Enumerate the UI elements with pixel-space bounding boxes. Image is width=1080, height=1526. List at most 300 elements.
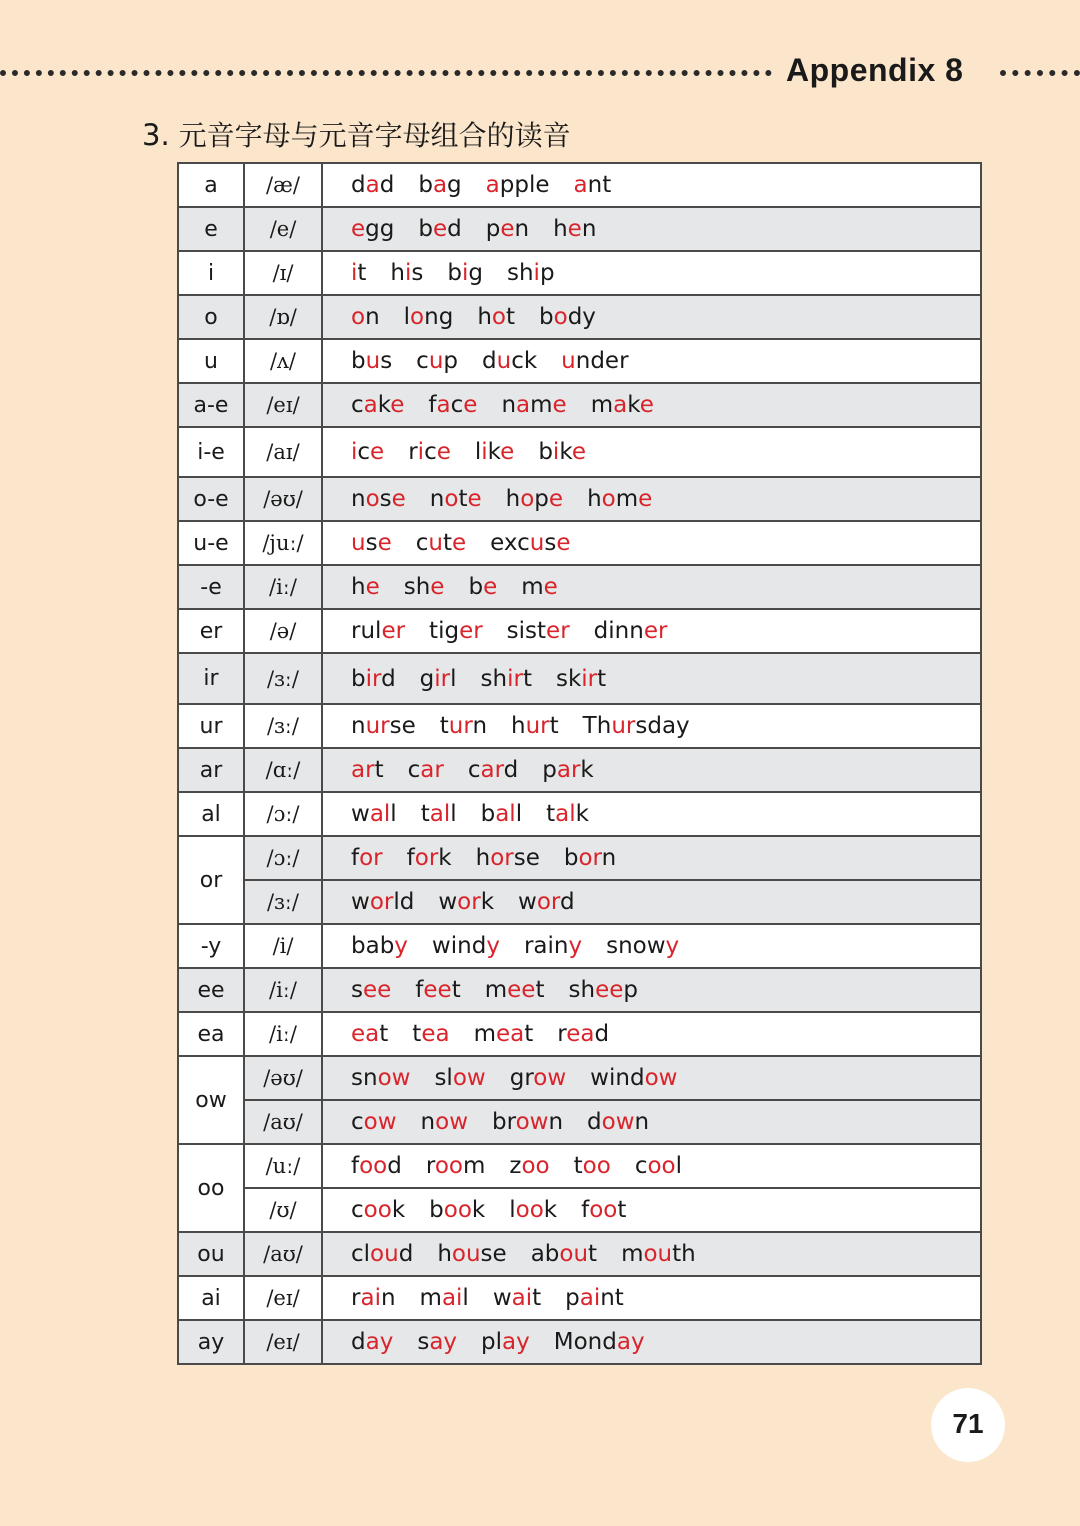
plain-letters: ck <box>511 348 538 374</box>
example-word <box>507 618 570 644</box>
plain-letters: c <box>351 392 364 418</box>
plain-letters: f <box>415 977 424 1003</box>
example-word <box>351 757 384 783</box>
plain-letters: r <box>425 1153 435 1179</box>
highlighted-letters: o <box>444 486 459 512</box>
example-word <box>475 439 514 465</box>
plain-letters: p <box>542 757 557 783</box>
example-word <box>486 172 550 198</box>
plain-letters: n <box>365 304 380 330</box>
plain-letters: w <box>492 1285 512 1311</box>
example-word <box>561 348 628 374</box>
plain-letters: w <box>518 889 537 915</box>
example-word <box>426 1153 486 1179</box>
highlighted-letters: e <box>430 574 445 600</box>
highlighted-letters: ay <box>365 1329 394 1355</box>
highlighted-letters: ai <box>579 1285 601 1311</box>
example-word <box>486 216 529 242</box>
highlighted-letters: or <box>490 845 514 871</box>
plain-letters: t <box>549 713 559 739</box>
highlighted-letters: e <box>552 392 567 418</box>
plain-letters: b <box>538 439 553 465</box>
plain-letters: k <box>559 439 572 465</box>
example-word <box>351 304 380 330</box>
table-row <box>178 1100 981 1144</box>
plain-letters: n <box>548 1109 564 1135</box>
example-word <box>415 977 460 1003</box>
plain-letters: d <box>482 348 497 374</box>
highlighted-letters: i <box>351 260 358 286</box>
ipa-cell: /ʌ/ <box>244 339 322 383</box>
plain-letters: l <box>675 1153 683 1179</box>
letter-cell: o-e <box>178 477 244 521</box>
highlighted-letters: oo <box>363 1197 392 1223</box>
example-words-cell <box>322 924 981 968</box>
letter-cell: ir <box>178 653 244 704</box>
example-words-cell <box>322 383 981 427</box>
highlighted-letters: ir <box>365 665 382 692</box>
example-words-cell <box>322 792 981 836</box>
table-row <box>178 609 981 653</box>
table-row <box>178 163 981 207</box>
plain-letters: l <box>462 1285 469 1311</box>
example-words-cell <box>322 748 981 792</box>
example-word <box>351 574 380 600</box>
plain-letters: h <box>437 1241 452 1267</box>
ipa-cell: /æ/ <box>244 163 322 207</box>
highlighted-letters: ay <box>502 1329 530 1355</box>
example-words-cell <box>322 339 981 383</box>
example-word <box>490 530 570 556</box>
highlighted-letters: oo <box>515 1197 544 1223</box>
highlighted-letters: ow <box>377 1065 411 1091</box>
highlighted-letters: u <box>561 348 576 374</box>
highlighted-letters: e <box>567 216 582 242</box>
highlighted-letters: e <box>467 486 482 512</box>
plain-letters: b <box>351 665 366 692</box>
plain-letters: p <box>539 260 555 286</box>
example-word <box>351 1197 405 1223</box>
plain-letters: m <box>530 392 553 418</box>
letter-cell: ay <box>178 1320 244 1364</box>
plain-letters: r <box>408 439 418 465</box>
example-word <box>351 1065 410 1091</box>
highlighted-letters: a <box>573 172 588 198</box>
plain-letters: t <box>522 665 532 692</box>
letter-cell: u-e <box>178 521 244 565</box>
highlighted-letters: er <box>546 618 570 644</box>
example-word <box>521 574 558 600</box>
plain-letters: r <box>351 1285 361 1311</box>
example-word <box>574 172 612 198</box>
highlighted-letters: ar <box>480 757 504 783</box>
example-words-cell <box>322 1188 981 1232</box>
example-word <box>416 530 466 556</box>
highlighted-letters: e <box>377 530 392 556</box>
example-word <box>621 1241 696 1267</box>
highlighted-letters: al <box>555 801 576 827</box>
highlighted-letters: e <box>463 392 478 418</box>
plain-letters: se <box>389 713 416 739</box>
example-word <box>587 1109 649 1135</box>
plain-letters: n <box>501 392 517 418</box>
plain-letters: d <box>387 1153 402 1179</box>
plain-letters: p <box>623 977 638 1003</box>
plain-letters: g <box>419 665 435 692</box>
highlighted-letters: er <box>643 618 668 644</box>
example-word <box>553 216 596 242</box>
plain-letters: gr <box>509 1065 534 1091</box>
example-words-cell <box>322 1320 981 1364</box>
ipa-cell: /ʊ/ <box>244 1188 322 1232</box>
table-row <box>178 207 981 251</box>
dotted-rule-right <box>1000 70 1080 76</box>
plain-letters: sk <box>555 665 582 692</box>
table-row <box>178 653 981 704</box>
example-word <box>554 1329 645 1355</box>
plain-letters: t <box>442 530 452 556</box>
example-word <box>351 439 384 465</box>
example-word <box>481 1329 530 1355</box>
table-row <box>178 924 981 968</box>
highlighted-letters: ai <box>511 1285 533 1311</box>
example-word <box>434 1065 485 1091</box>
ipa-cell: /ə/ <box>244 609 322 653</box>
example-word <box>390 260 423 286</box>
plain-letters: d <box>594 1021 610 1047</box>
highlighted-letters: u <box>351 530 366 556</box>
example-word <box>351 845 383 871</box>
highlighted-letters: y <box>486 933 500 959</box>
table-row <box>178 1144 981 1188</box>
plain-letters: k <box>391 1197 406 1223</box>
example-word <box>351 172 394 198</box>
plain-letters: h <box>511 713 526 739</box>
plain-letters: r <box>557 1021 567 1047</box>
example-word <box>583 713 690 739</box>
highlighted-letters: o <box>491 304 506 330</box>
highlighted-letters: or <box>578 845 602 871</box>
example-word <box>416 348 458 374</box>
plain-letters: th <box>672 1241 696 1267</box>
plain-letters: l <box>509 1197 516 1223</box>
plain-letters: p <box>534 486 549 512</box>
plain-letters: n <box>514 216 530 242</box>
plain-letters: c <box>424 439 437 465</box>
highlighted-letters: ay <box>429 1329 458 1355</box>
letter-cell: ur <box>178 704 244 748</box>
highlighted-letters: i <box>351 439 358 465</box>
example-words-cell <box>322 251 981 295</box>
plain-letters: s <box>365 530 378 556</box>
example-word <box>351 348 392 374</box>
plain-letters: w <box>351 801 370 827</box>
plain-letters: b <box>563 845 579 871</box>
example-word <box>477 304 515 330</box>
table-row <box>178 704 981 748</box>
plain-letters: c <box>450 392 464 418</box>
example-words-cell <box>322 880 981 924</box>
highlighted-letters: u <box>529 530 545 556</box>
plain-letters: pl <box>481 1329 503 1355</box>
example-word <box>574 1153 611 1179</box>
plain-letters: sn <box>351 1065 378 1091</box>
plain-letters: n <box>581 216 597 242</box>
plain-letters: k <box>543 1197 558 1223</box>
example-words-cell <box>322 1232 981 1276</box>
plain-letters: rain <box>523 933 569 959</box>
table-row <box>178 1232 981 1276</box>
example-word <box>635 1153 682 1179</box>
highlighted-letters: e <box>370 439 385 465</box>
highlighted-letters: o <box>553 304 568 330</box>
plain-letters: b <box>468 574 484 600</box>
ipa-cell: /əʊ/ <box>244 477 322 521</box>
example-word <box>606 933 679 959</box>
plain-letters: t <box>439 713 449 739</box>
highlighted-letters: a <box>363 392 378 418</box>
ipa-cell: /ɒ/ <box>244 295 322 339</box>
example-word <box>501 392 566 418</box>
plain-letters: t <box>535 977 545 1003</box>
table-row <box>178 295 981 339</box>
plain-letters: l <box>515 801 523 827</box>
ipa-cell: /ɔː/ <box>244 836 322 880</box>
plain-letters: gg <box>365 216 395 242</box>
highlighted-letters: oo <box>589 1197 618 1223</box>
plain-letters: c <box>634 1153 648 1179</box>
plain-letters: sist <box>506 618 547 644</box>
ipa-cell: /əʊ/ <box>244 1056 322 1100</box>
highlighted-letters: ir <box>434 665 451 692</box>
example-words-cell <box>322 1276 981 1320</box>
example-word <box>468 757 518 783</box>
example-word <box>481 666 532 692</box>
highlighted-letters: er <box>381 618 406 644</box>
table-row <box>178 1276 981 1320</box>
plain-letters: d <box>381 665 396 692</box>
ipa-cell: /ɜː/ <box>244 704 322 748</box>
letter-cell: or <box>178 836 244 924</box>
ipa-cell: /eɪ/ <box>244 1276 322 1320</box>
highlighted-letters: o <box>351 304 366 330</box>
highlighted-letters: oo <box>359 1153 388 1179</box>
example-word <box>476 845 540 871</box>
highlighted-letters: a <box>365 172 380 198</box>
highlighted-letters: a <box>432 172 448 198</box>
highlighted-letters: u <box>496 348 512 374</box>
plain-letters: b <box>429 1197 444 1223</box>
highlighted-letters: e <box>548 486 564 512</box>
plain-letters: l <box>390 801 397 827</box>
section-title <box>142 114 571 154</box>
table-row <box>178 477 981 521</box>
letter-cell: o <box>178 295 244 339</box>
example-word <box>420 1285 469 1311</box>
plain-letters: b <box>418 172 433 198</box>
example-word <box>351 392 404 418</box>
letter-cell: i-e <box>178 427 244 477</box>
plain-letters: b <box>480 801 496 827</box>
plain-letters: d <box>379 172 395 198</box>
letter-cell: al <box>178 792 244 836</box>
highlighted-letters: i <box>533 260 540 286</box>
ipa-cell: /juː/ <box>244 521 322 565</box>
ipa-cell: /aɪ/ <box>244 427 322 477</box>
example-word <box>351 801 397 827</box>
plain-letters: wind <box>431 933 487 959</box>
highlighted-letters: o <box>520 486 535 512</box>
plain-letters: b <box>351 348 366 374</box>
plain-letters: t <box>374 757 384 783</box>
highlighted-letters: e <box>483 574 498 600</box>
example-word <box>407 845 452 871</box>
example-word <box>351 216 394 242</box>
example-word <box>581 1197 626 1223</box>
highlighted-letters: e <box>351 216 366 242</box>
letter-cell: -e <box>178 565 244 609</box>
highlighted-letters: ea <box>495 1021 525 1047</box>
highlighted-letters: ea <box>566 1021 595 1047</box>
highlighted-letters: o <box>601 486 616 512</box>
table-row <box>178 1056 981 1100</box>
highlighted-letters: al <box>429 801 451 827</box>
plain-letters: snow <box>606 933 666 959</box>
ipa-cell: /ɜː/ <box>244 653 322 704</box>
ipa-cell: /ɔː/ <box>244 792 322 836</box>
plain-letters: k <box>487 439 501 465</box>
example-word <box>432 933 500 959</box>
example-word <box>421 1109 468 1135</box>
highlighted-letters: or <box>536 889 560 915</box>
plain-letters: n <box>429 486 445 512</box>
example-words-cell <box>322 163 981 207</box>
highlighted-letters: a <box>613 392 628 418</box>
highlighted-letters: ow <box>363 1109 397 1135</box>
example-words-cell <box>322 1100 981 1144</box>
example-word <box>351 933 408 959</box>
example-word <box>509 1153 549 1179</box>
example-word <box>591 392 654 418</box>
letter-cell: -y <box>178 924 244 968</box>
highlighted-letters: ee <box>595 977 624 1003</box>
highlighted-letters: or <box>369 889 394 915</box>
example-word <box>417 1329 457 1355</box>
plain-letters: sh <box>403 574 431 600</box>
ipa-cell: /iː/ <box>244 1012 322 1056</box>
highlighted-letters: ee <box>507 977 536 1003</box>
ipa-cell: /ɜː/ <box>244 880 322 924</box>
plain-letters: s <box>380 348 393 374</box>
highlighted-letters: ir <box>507 665 523 692</box>
plain-letters: wind <box>590 1065 645 1091</box>
table-row <box>178 1012 981 1056</box>
highlighted-letters: ou <box>559 1241 589 1267</box>
plain-letters: z <box>509 1153 522 1179</box>
plain-letters: d <box>503 757 519 783</box>
plain-letters: f <box>581 1197 590 1223</box>
example-word <box>429 618 483 644</box>
plain-letters: d <box>351 1329 366 1355</box>
highlighted-letters: y <box>394 933 408 959</box>
plain-letters: b <box>447 260 462 286</box>
plain-letters: nt <box>587 172 612 198</box>
example-word <box>539 304 596 330</box>
plain-letters: sh <box>506 260 534 286</box>
plain-letters: h <box>477 304 492 330</box>
highlighted-letters: e <box>543 574 558 600</box>
example-word <box>418 172 461 198</box>
highlighted-letters: oo <box>521 1153 550 1179</box>
plain-letters: rul <box>351 618 382 644</box>
highlighted-letters: er <box>459 618 483 644</box>
highlighted-letters: ee <box>362 977 392 1003</box>
plain-letters: d <box>398 1241 414 1267</box>
highlighted-letters: ow <box>601 1109 635 1135</box>
plain-letters: w <box>351 889 370 915</box>
example-word <box>468 574 497 600</box>
ipa-cell: /aʊ/ <box>244 1232 322 1276</box>
page-number-badge <box>931 1388 1005 1462</box>
example-word <box>438 889 494 915</box>
example-word <box>587 486 652 512</box>
plain-letters: h <box>587 486 602 512</box>
example-word <box>404 574 445 600</box>
example-word <box>437 1241 506 1267</box>
example-word <box>351 1285 396 1311</box>
plain-letters: n <box>351 486 366 512</box>
highlighted-letters: e <box>638 486 653 512</box>
example-word <box>351 889 414 915</box>
example-words-cell <box>322 1012 981 1056</box>
example-word <box>420 666 457 692</box>
letter-cell: a-e <box>178 383 244 427</box>
highlighted-letters: ai <box>441 1285 463 1311</box>
highlighted-letters: u <box>428 530 443 556</box>
appendix-label: Appendix 8 <box>786 52 964 88</box>
example-word <box>351 1021 388 1047</box>
highlighted-letters: i <box>461 260 469 286</box>
plain-letters: cl <box>351 1241 371 1267</box>
plain-letters: t <box>379 1021 389 1047</box>
plain-letters: t <box>505 304 515 330</box>
plain-letters: k <box>580 757 594 783</box>
highlighted-letters: a <box>436 392 451 418</box>
highlighted-letters: e <box>390 392 405 418</box>
example-word <box>418 216 461 242</box>
letter-cell: ea <box>178 1012 244 1056</box>
plain-letters: ng <box>424 304 454 330</box>
highlighted-letters: ar <box>420 757 444 783</box>
plain-letters: g <box>468 260 483 286</box>
plain-letters: d <box>351 172 366 198</box>
plain-letters: n <box>472 713 488 739</box>
plain-letters: se <box>513 845 540 871</box>
plain-letters: bab <box>351 933 395 959</box>
plain-letters: t <box>412 1021 422 1047</box>
plain-letters: h <box>505 486 521 512</box>
plain-letters: t <box>451 977 461 1003</box>
plain-letters: t <box>588 1241 598 1267</box>
plain-letters: m <box>615 486 639 512</box>
plain-letters: d <box>447 216 462 242</box>
ipa-cell: /aʊ/ <box>244 1100 322 1144</box>
plain-letters: b <box>418 216 433 242</box>
plain-letters: h <box>351 574 366 600</box>
example-word <box>404 304 454 330</box>
example-words-cell <box>322 295 981 339</box>
letter-cell: ee <box>178 968 244 1012</box>
